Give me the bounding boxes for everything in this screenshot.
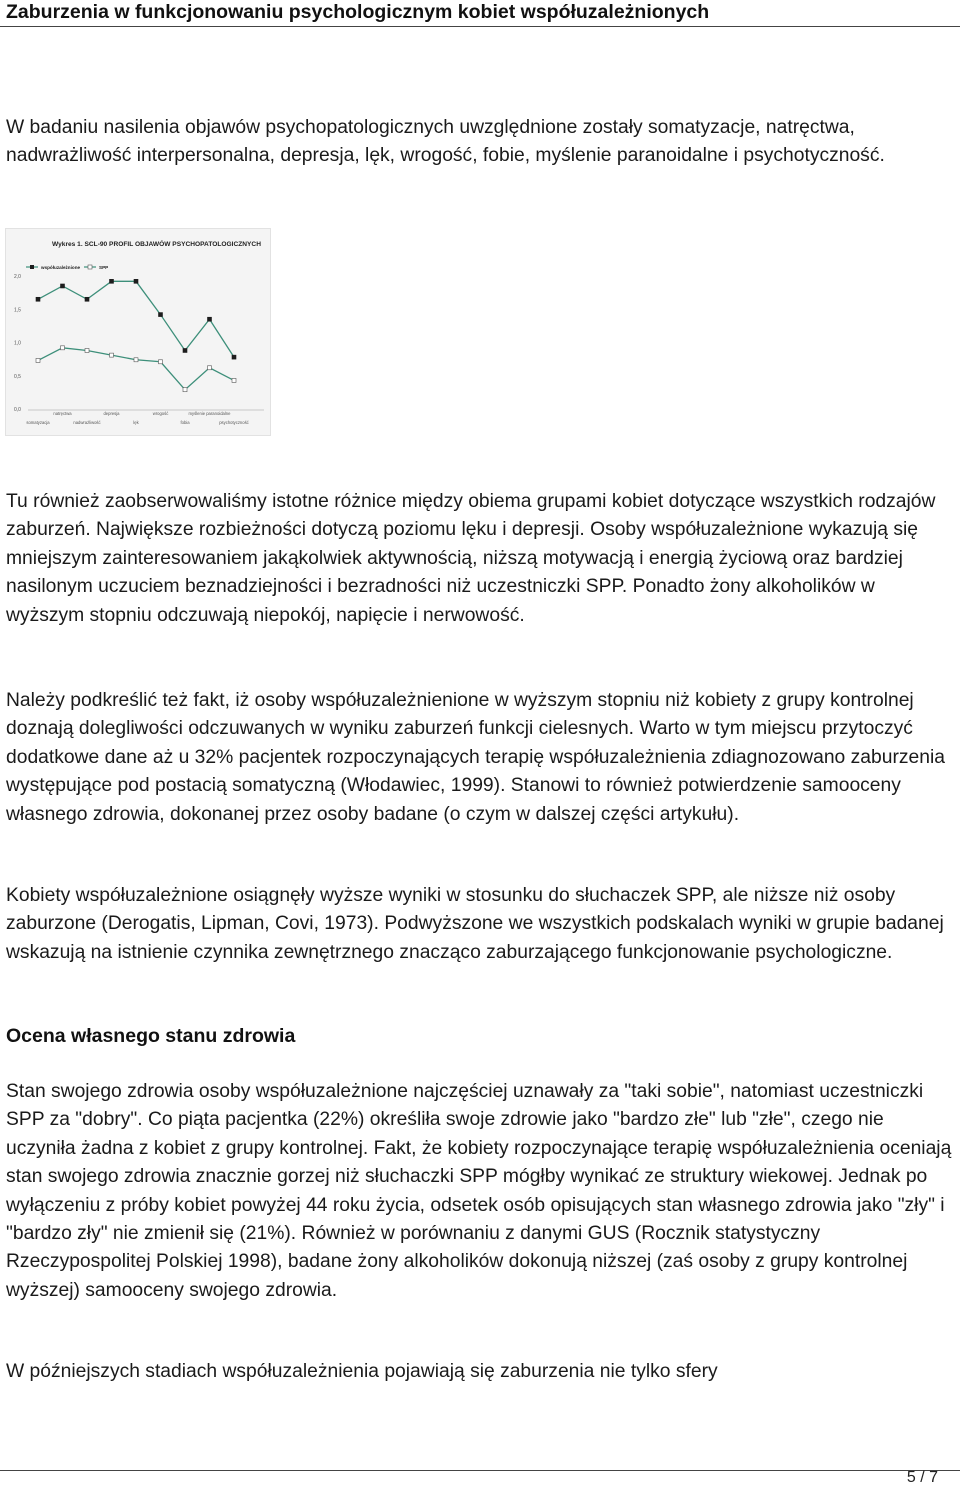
data-point-spp (61, 346, 65, 350)
page-number: 5 / 7 (906, 1469, 938, 1486)
paragraph-differences: Tu również zaobserwowaliśmy istotne różnice między obiema grupami kobiet dotyczące wszystkich rodzajów zaburzeń. Największe rozbieżności dotyczą poziomu lęku i depresji. Osoby współuzależnione wykazują się mniejszym zainteresowaniem jakąkolwiek aktywnością, niższą motywacją i energią życiową oraz bardziej nasilonym uczuciem beznadziejności i bezradności niż uczestniczki SPP. Ponadto żony alkoholików w wyższym stopniu odczuwają niepokój, napięcie i nerwowość. (6, 491, 936, 626)
paragraph-somatic: Należy podkreślić też fakt, iż osoby współuzależnienione w wyższym stopniu niż kobiety z grupy kontrolnej doznają dolegliwości odczuwanych w wyniku zaburzeń funkcji cielesnych. Warto w tym miejscu przytoczyć dodatkowe dane aż u 32% pacjentek rozpoczynających terapię współuzależnienia zdiagnozowano zaburzenia występujące pod postacią somatyczną (Włodawiec, 1999). Stanowi to również potwierdzenie samooceny własnego zdrowia, dokonanej przez osoby badane (o czym w dalszej części artykułu). (6, 690, 945, 825)
data-point-spp (183, 388, 187, 392)
footer-divider (0, 1470, 960, 1471)
x-tick-label: lęk (133, 420, 139, 425)
data-point-wspoluzaleznione (36, 297, 40, 301)
x-tick-label: natręctwa (53, 411, 72, 416)
header-divider (0, 26, 960, 27)
y-tick-label: 0,5 (14, 373, 21, 380)
series-line-wspoluzaleznione (38, 281, 234, 357)
scl90-chart (6, 229, 270, 435)
x-tick-label: wrogość (152, 411, 169, 416)
legend-label-spp: SPP (99, 265, 109, 270)
paragraph-results: Kobiety współuzależnione osiągnęły wyższe wyniki w stosunku do słuchaczek SPP, ale niższe niż osoby zaburzone (Derogatis, Lipman, Covi, 1973). Podwyższone we wszystkich podskalach wyniki w grupie badanej wskazują na istnienie czynnika zewnętrznego znacząco zaburzającego funkcjonowanie psychologiczne. (6, 885, 944, 963)
y-tick-label: 1,0 (14, 340, 21, 347)
section-heading: Ocena własnego stanu zdrowia (6, 1025, 296, 1047)
x-tick-label: nadwrażliwość (73, 420, 101, 425)
running-header-title: Zaburzenia w funkcjonowaniu psychologicznym kobiet współuzależnionych (6, 1, 710, 23)
legend-marker-wspoluzaleznione (30, 265, 34, 269)
chart-figure (5, 228, 271, 436)
data-point-wspoluzaleznione (183, 348, 187, 352)
x-tick-label: fobia (180, 420, 190, 425)
y-tick-label: 1,5 (14, 307, 21, 314)
x-tick-label: depresja (103, 411, 120, 416)
data-point-spp (85, 348, 89, 352)
legend-label-wspoluzaleznione: współuzależnione (41, 265, 81, 270)
x-tick-label: psychotyczność (219, 420, 249, 425)
y-tick-label: 2,0 (14, 274, 21, 280)
chart-title: Wykres 1. SCL-90 PROFIL OBJAWÓW PSYCHOPATOLOGICZNYCH (52, 241, 261, 248)
data-point-wspoluzaleznione (208, 317, 212, 321)
data-point-spp (159, 360, 163, 364)
paragraph-intro: W badaniu nasilenia objawów psychopatologicznych uwzględnione zostały somatyzacje, natręctwa, nadwrażliwość interpersonalna, depresja, lęk, wrogość, fobie, myślenie paranoidalne i psychotyczność. (6, 117, 885, 167)
data-point-wspoluzaleznione (61, 284, 65, 288)
paragraph-health: Stan swojego zdrowia osoby współuzależnione najczęściej uznawały za "taki sobie", natomiast uczestniczki SPP za "dobry". Co piąta pacjentka (22%) określiła swoje zdrowie jako "bardzo złe" lub "złe", czego nie uczyniła żadna z kobiet z grupy kontrolnej. Fakt, że kobiety rozpoczynające terapię współuzależnienia oceniają stan swojego zdrowia znacznie gorzej niż słuchaczki SPP mógłby wynikać ze struktury wiekowej. Jednak po wyłączeniu z próby kobiet powyżej 44 roku życia, odsetek osób opisujących stan własnego zdrowia jako "zły" i "bardzo zły" nie zmienił się (21%). Również w porównaniu z danymi GUS (Rocznik statystyczny Rzeczypospolitej Polskiej 1998), badane żony alkoholików dokonują niższej (zaś osoby z grupy kontrolnej wyższej) samooceny swojego zdrowia. (6, 1081, 952, 1301)
data-point-wspoluzaleznione (110, 279, 114, 283)
data-point-wspoluzaleznione (85, 297, 89, 301)
paragraph-later-stages: W późniejszych stadiach współuzależnienia pojawiają się zaburzenia nie tylko sfery (6, 1361, 718, 1382)
data-point-spp (232, 378, 236, 382)
data-point-wspoluzaleznione (134, 279, 138, 283)
data-point-wspoluzaleznione (232, 355, 236, 359)
series-line-spp (38, 348, 234, 390)
data-point-wspoluzaleznione (159, 313, 163, 317)
data-point-spp (208, 366, 212, 370)
x-tick-label: myślenie paranoidalne (188, 411, 231, 416)
legend-marker-spp (88, 265, 92, 269)
data-point-spp (110, 353, 114, 357)
y-tick-label: 0,0 (14, 407, 21, 413)
data-point-spp (134, 358, 138, 362)
data-point-spp (36, 358, 40, 362)
x-tick-label: somatyzacja (26, 420, 50, 425)
